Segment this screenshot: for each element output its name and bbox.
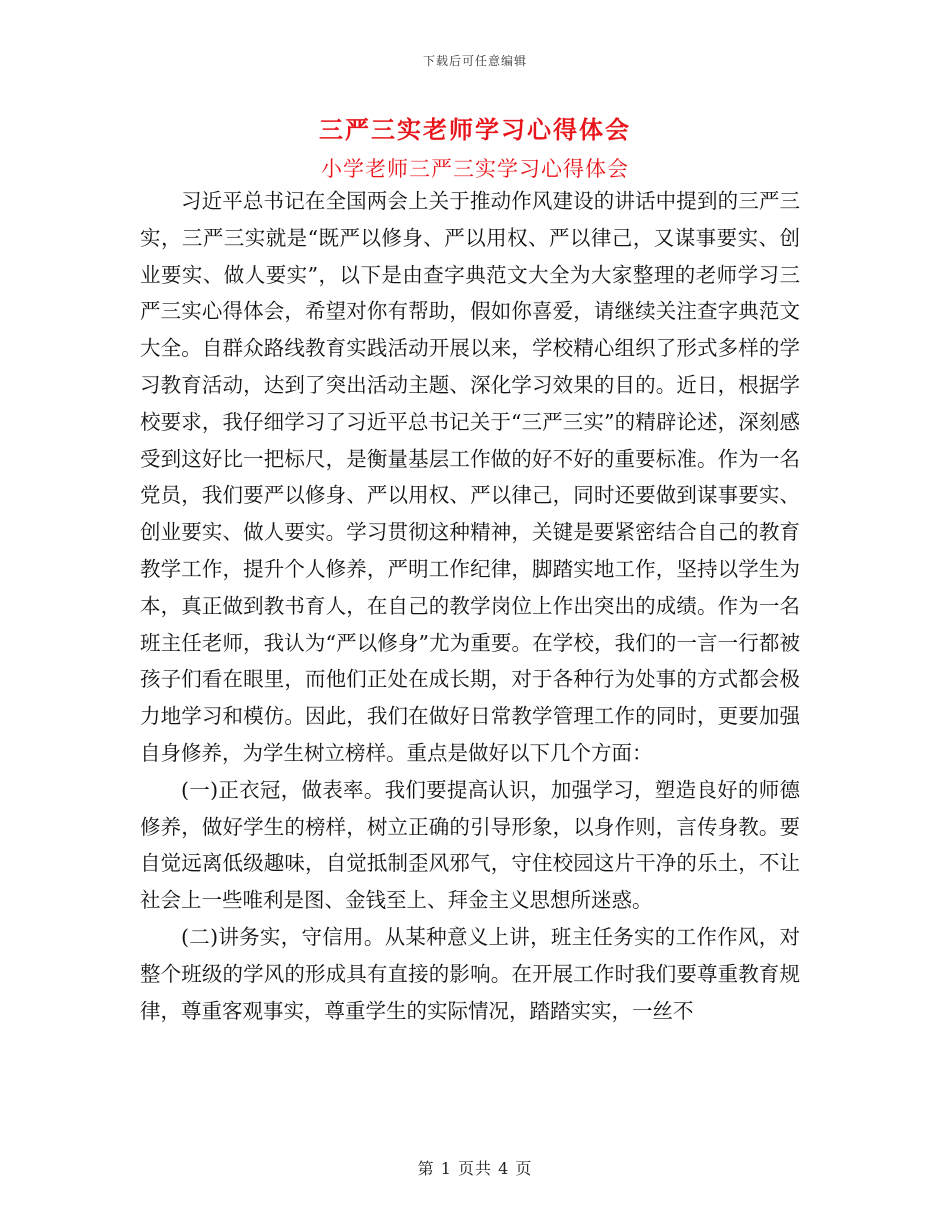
paragraph-point-1: (一)正衣冠，做表率。我们要提高认识，加强学习，塑造良好的师德修养，做好学生的榜样，树立正确的引导形象，以身作则，言传身教。要自觉远离低级趣味，自觉抵制歪风邪气，守住校园这片干净的乐土，不让社会上一些唯利是图、金钱至上、拜金主义思想所迷惑。 (140, 777, 800, 913)
paragraph-point-2: (二)讲务实，守信用。从某种意义上讲，班主任务实的工作作风，对整个班级的学风的形成具有直接的影响。在开展工作时我们要尊重教育规律，尊重客观事实，尊重学生的实际情况，踏踏实实，一丝不 (140, 924, 800, 1023)
document-subtitle: 小学老师三严三实学习心得体会 (321, 157, 629, 181)
document-title: 三严三实老师学习心得体会 (319, 115, 631, 144)
document-body (140, 183, 800, 1029)
header-note: 下载后可任意编辑 (422, 54, 527, 68)
paragraph-intro: 习近平总书记在全国两会上关于推动作风建设的讲话中提到的三严三实，三严三实就是“既严以修身、严以用权、严以律己，又谋事要实、创业要实、做人要实”，以下是由查字典范文大全为大家整理的老师学习三严三实心得体会，希望对你有帮助，假如你喜爱，请继续关注查字典范文大全。自群众路线教育实践活动开展以来，学校精心组织了形式多样的学习教育活动，达到了突出活动主题、深化学习效果的目的。近日，根据学校要求，我仔细学习了习近平总书记关于“三严三实”的精辟论述，深刻感受到这好比一把标尺，是衡量基层工作做的好不好的重要标准。作为一名党员，我们要严以修身、严以用权、严以律己，同时还要做到谋事要实、创业要实、做人要实。学习贯彻这种精神，关键是要紧密结合自己的教育教学工作，提升个人修养，严明工作纪律，脚踏实地工作，坚持以学生为本，真正做到教书育人，在自己的教学岗位上作出突出的成绩。作为一名班主任老师，我认为“严以修身”尤为重要。在学校，我们的一言一行都被孩子们看在眼里，而他们正处在成长期，对于各种行为处事的方式都会极力地学习和模仿。因此，我们在做好日常教学管理工作的同时，更要加强自身修养，为学生树立榜样。重点是做好以下几个方面： (140, 189, 800, 765)
page-number: 第 1 页共 4 页 (417, 1159, 533, 1178)
